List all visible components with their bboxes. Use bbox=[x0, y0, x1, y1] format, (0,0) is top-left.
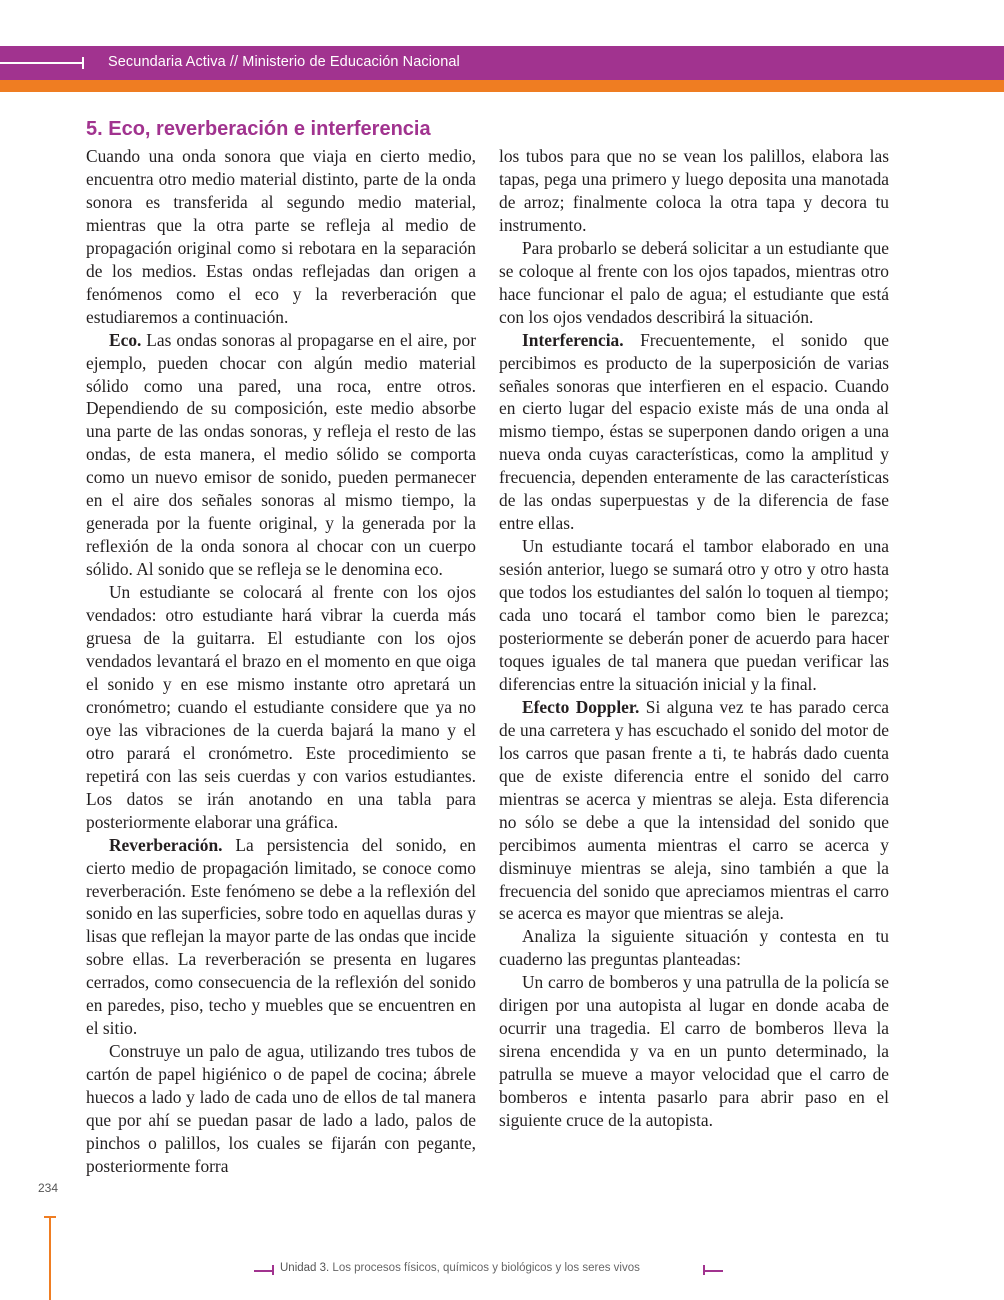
paragraph-text: Si alguna vez te has parado cerca de una carretera y has escuchado el sonido del motor de los carros que pasan frente a ti, te habrás dado cuenta que de existe diferencia entre el sonido del carro mientras se acerca y mientras se aleja. Esta diferencia no sólo se debe a que la intensidad del sonido que percibimos aumenta mientras el carro se acerca y disminuye mientras se aleja, sino también a que la frecuencia del sonido que apreciamos mientras el carro se acerca es mayor que mientras se aleja. bbox=[499, 696, 890, 924]
paragraph: los tubos para que no se vean los palillos, elabora las tapas, pega una primero y luego deposita una manotada de arroz; finalmente coloca la otra tapa y decora tu instrumento. bbox=[499, 146, 889, 235]
footer-text bbox=[280, 1262, 640, 1274]
margin-rule-tick bbox=[44, 1216, 56, 1218]
term-interferencia: Interferencia. bbox=[522, 329, 624, 350]
paragraph: Un estudiante se colocará al frente con los ojos vendados: otro estudiante hará vibrar la cuerda más gruesa de la guitarra. El estudiante con los ojos vendados levantará el brazo en el momento en que oiga el sonido y en ese mismo instante otro apretará un cronómetro; cuando el estudiante considere que ya no oye las vibraciones de la cuerda bajará la mano y el otro parará el cronómetro. Este procedimiento se repetirá con las seis cuerdas y con varios estudiantes. Los datos se irán anotando en una tabla para posteriormente elaborar una gráfica. bbox=[86, 582, 476, 832]
right-column bbox=[499, 145, 889, 1132]
paragraph: Cuando una onda sonora que viaja en cierto medio, encuentra otro medio material distinto, parte de la onda sonora es transferida al segundo medio material, mientras que la otra parte se refleja al medio de propagación original como si rebotara en la separación de los medios. Estas ondas reflejadas dan origen a fenómenos como el eco y la reverberación que estudiaremos a continuación. bbox=[86, 146, 476, 327]
paragraph: Un estudiante tocará el tambor elaborado en una sesión anterior, luego se sumará otro y otro y otro hasta que todos los estudiantes del salón lo toquen al tiempo; cada uno tocará el tambor como bien le parezca; posteriormente se deberán poner de acuerdo para hacer toques iguales de tal manera que puedan verificar las diferencias entre la situación inicial y la final. bbox=[499, 536, 889, 694]
paragraph bbox=[499, 696, 889, 926]
section-title: 5. Eco, reverberación e interferencia bbox=[86, 118, 431, 140]
footer-tick-right bbox=[703, 1265, 705, 1275]
paragraph bbox=[499, 329, 889, 536]
paragraph: Un carro de bomberos y una patrulla de la policía se dirigen por una autopista al lugar en donde acaba de ocurrir una tragedia. El carro de bomberos lleva la sirena encendida y va en un punto determinado, la patrulla se mueve a mayor velocidad que el carro de bomberos e intenta pasarlo para abrir paso en el siguiente cruce de la autopista. bbox=[499, 972, 889, 1131]
footer-rule-left bbox=[254, 1270, 274, 1272]
term-eco: Eco. bbox=[109, 329, 142, 350]
paragraph-text: Frecuentemente, el sonido que percibimos es producto de la superposición de varias señales sonoras que interfieren en el espacio. Cuando en cierto lugar del espacio existe más de una onda al mismo tiempo, éstas se superponen dando origen a una nueva onda cuyas características, como la amplitud y frecuencia, dependen enteramente de las características de las ondas superpuestas y de la diferencia de fase entre ellas. bbox=[499, 329, 889, 534]
paragraph-text: Las ondas sonoras al propagarse en el aire, por ejemplo, pueden chocar con algún medio material sólido como una pared, una roca, entre otros. Dependiendo de su composición, este medio absorbe una parte de las ondas sonoras, y refleja el resto de las ondas, de esta manera, el medio sólido se comporta como un nuevo emisor de sonido, pueden permanecer en el aire dos señales sonoras al mismo tiempo, la generada por la fuente original, y la generada por la reflexión de la onda sonora al chocar con un cuerpo sólido. Al sonido que se refleja se le denomina eco. bbox=[86, 329, 476, 580]
footer-unit-label: Unidad 3. bbox=[280, 1262, 330, 1274]
left-column bbox=[86, 145, 476, 1178]
paragraph bbox=[86, 329, 476, 581]
term-doppler: Efecto Doppler. bbox=[522, 696, 640, 717]
paragraph: Analiza la siguiente situación y contesta en tu cuaderno las preguntas planteadas: bbox=[499, 926, 889, 970]
header-text: Secundaria Activa // Ministerio de Educación Nacional bbox=[108, 54, 460, 70]
header-rule bbox=[0, 62, 84, 64]
term-reverberacion: Reverberación. bbox=[109, 834, 223, 855]
footer-rule-right bbox=[703, 1270, 723, 1272]
paragraph bbox=[86, 834, 476, 1041]
margin-rule bbox=[49, 1216, 51, 1300]
paragraph: Para probarlo se deberá solicitar a un estudiante que se coloque al frente con los ojos tapados, mientras otro hace funcionar el palo de agua; el estudiante que está con los ojos vendados describirá la situación. bbox=[499, 237, 889, 327]
footer-tick-left bbox=[272, 1265, 274, 1275]
footer-unit-title: Los procesos físicos, químicos y biológicos y los seres vivos bbox=[329, 1262, 640, 1274]
page-number: 234 bbox=[38, 1181, 59, 1195]
header-rule-tick bbox=[82, 57, 84, 69]
paragraph: Construye un palo de agua, utilizando tres tubos de cartón de papel higiénico o de papel de cocina; ábrele huecos a lado y lado de cada uno de ellos de tal manera que por ahí se puedan pasar de lado a lado, palos de pinchos o palillos, los cuales se fijarán con pegante, posteriormente forra bbox=[86, 1041, 476, 1176]
header-accent-bar bbox=[0, 80, 1004, 92]
paragraph-text: La persistencia del sonido, en cierto medio de propagación limitado, se conoce como reverberación. Este fenómeno se debe a la reflexión del sonido en las superficies, sobre todo en aquellas duras y lisas que reflejan la mayor parte de las ondas que incide sobre ellas. La reverberación se presenta en lugares cerrados, como consecuencia de la reflexión del sonido en paredes, piso, techo y muebles que se encuentren en el sitio. bbox=[86, 834, 476, 1039]
